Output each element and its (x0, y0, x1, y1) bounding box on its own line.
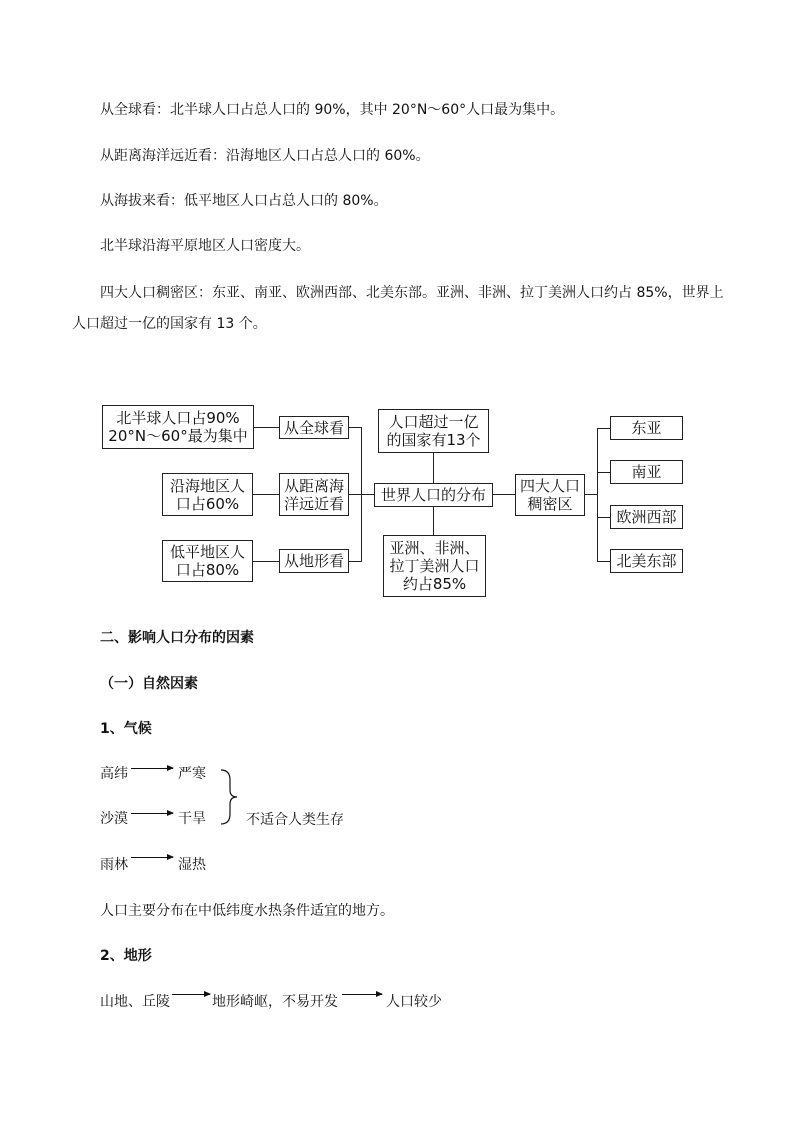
connector-line (585, 494, 597, 495)
dense-regions-box: 四大人口 稠密区 (515, 474, 585, 516)
paragraph-dense-regions-cont: 人口超过一亿的国家有 13 个。 (72, 316, 267, 332)
climate-from-desert: 沙漠 (100, 811, 128, 827)
arrow-icon (342, 994, 382, 995)
center-box: 世界人口的分布 (374, 483, 493, 507)
climate-from-high-latitude: 高纬 (100, 766, 128, 782)
paragraph-altitude: 从海拔来看：低平地区人口占总人口的 80%。 (100, 193, 388, 209)
arrow-icon (131, 813, 173, 814)
view-box-global: 从全球看 (279, 416, 349, 439)
connector-line (597, 561, 610, 562)
connector-line (253, 494, 279, 495)
region-box-north-america-east: 北美东部 (610, 549, 683, 573)
item-heading-terrain: 2、地形 (100, 948, 152, 964)
connector-line (597, 517, 610, 518)
connector-line (597, 428, 598, 562)
top-box: 人口超过一亿 的国家有13个 (378, 409, 489, 453)
connector-line (433, 453, 434, 483)
paragraph-dense-regions: 四大人口稠密区：东亚、南亚、欧洲西部、北美东部。亚洲、非洲、拉丁美洲人口约占 85%，世界上 (100, 285, 724, 301)
arrow-icon (131, 857, 173, 858)
connector-line (597, 472, 610, 473)
climate-from-rainforest: 雨林 (100, 857, 128, 873)
connector-line (361, 427, 362, 562)
connector-line (493, 494, 515, 495)
terrain-fewer-people: 人口较少 (386, 994, 442, 1010)
connector-line (597, 428, 610, 429)
paragraph-density: 北半球沿海平原地区人口密度大。 (100, 238, 310, 254)
connector-line (433, 507, 434, 535)
unsuitable-label: 不适合人类生存 (246, 812, 344, 828)
climate-note: 人口主要分布在中低纬度水热条件适宜的地方。 (100, 903, 394, 919)
climate-to-humid-hot: 湿热 (178, 857, 206, 873)
climate-to-cold: 严寒 (178, 766, 206, 782)
fact-box-altitude: 低平地区人 口占80% (162, 540, 253, 582)
region-box-western-europe: 欧洲西部 (610, 505, 683, 529)
connector-line (254, 427, 279, 428)
section-heading: 二、影响人口分布的因素 (100, 630, 254, 646)
subsection-heading: （一）自然因素 (100, 676, 198, 692)
connector-line (349, 561, 361, 562)
item-heading-climate: 1、气候 (100, 721, 152, 737)
paragraph-global: 从全球看：北半球人口占总人口的 90%，其中 20°N～60°人口最为集中。 (100, 102, 565, 118)
view-box-coastal: 从距离海 洋远近看 (279, 473, 349, 516)
arrow-icon (172, 994, 210, 995)
region-box-south-asia: 南亚 (610, 460, 683, 484)
connector-line (253, 561, 279, 562)
brace-icon (218, 768, 240, 826)
terrain-mountains: 山地、丘陵 (100, 994, 170, 1010)
arrow-icon (131, 768, 173, 769)
fact-box-global: 北半球人口占90% 20°N～60°最为集中 (102, 405, 254, 449)
connector-line (349, 427, 361, 428)
climate-to-dry: 干旱 (178, 811, 206, 827)
region-box-east-asia: 东亚 (610, 416, 683, 440)
paragraph-coastal: 从距离海洋远近看：沿海地区人口占总人口的 60%。 (100, 148, 430, 164)
view-box-altitude: 从地形看 (279, 549, 349, 573)
bottom-box: 亚洲、非洲、 拉丁美洲人口 约占85% (383, 535, 486, 597)
fact-box-coastal: 沿海地区人 口占60% (162, 473, 253, 516)
terrain-rugged: 地形崎岖，不易开发 (212, 994, 338, 1010)
